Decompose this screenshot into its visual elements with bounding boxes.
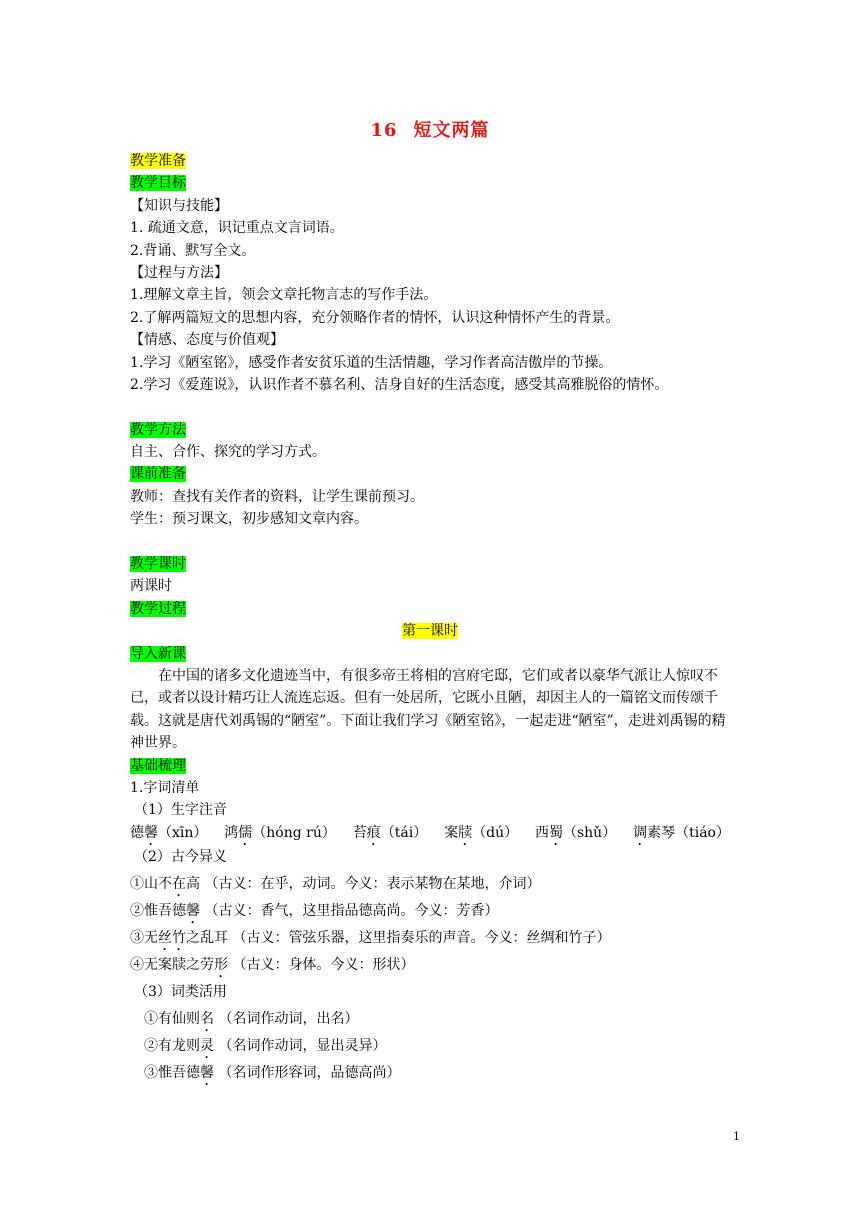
pinyin-item: 鸿儒（hóng rú） bbox=[224, 824, 336, 841]
heading-teaching-method: 教学方法 bbox=[130, 421, 186, 438]
pinyin-item: 西蜀（shǔ） bbox=[534, 824, 617, 841]
ancient-modern-item: ④无案牍之劳形 （古义：身体。今义：形状） bbox=[130, 957, 415, 974]
word-class-item: ③惟吾德馨 （名词作形容词，品德高尚） bbox=[144, 1065, 401, 1082]
goal-item: 1.理解文章主旨，领会文章托物言志的写作手法。 bbox=[130, 287, 438, 304]
heading-first-lesson: 第一课时 bbox=[402, 623, 458, 640]
goal-item: 1. 疏通文意，识记重点文言词语。 bbox=[130, 220, 344, 237]
pinyin-item: 德馨（xīn） bbox=[130, 824, 208, 841]
goal-item: 2.学习《爱莲说》，认识作者不慕名利、洁身自好的生活态度，感受其高雅脱俗的情怀。 bbox=[130, 376, 669, 393]
subheading-knowledge: 【知识与技能】 bbox=[130, 197, 228, 214]
heading-class-prep: 课前准备 bbox=[130, 466, 186, 483]
heading-intro: 导入新课 bbox=[130, 645, 186, 662]
pronunciation-row bbox=[130, 822, 730, 844]
goal-item: 2.背诵、默写全文。 bbox=[130, 242, 256, 259]
heading-class-hours: 教学课时 bbox=[130, 556, 186, 573]
prep-student: 学生：预习课文，初步感知文章内容。 bbox=[130, 511, 368, 528]
lesson-name: 短文两篇 bbox=[413, 120, 490, 141]
ancient-modern-item: ③无丝竹之乱耳 （古义：管弦乐器，这里指奏乐的声音。今义：丝绸和竹子） bbox=[130, 930, 611, 947]
heading-basics: 基础梳理 bbox=[130, 757, 186, 774]
heading-teaching-process: 教学过程 bbox=[130, 600, 186, 617]
method-text: 自主、合作、探究的学习方式。 bbox=[130, 444, 326, 461]
lesson-title bbox=[0, 116, 860, 142]
goal-item: 1.学习《陋室铭》，感受作者安贫乐道的生活情趣，学习作者高洁傲岸的节操。 bbox=[130, 354, 613, 371]
word-list-heading: 1.字词清单 bbox=[130, 780, 200, 796]
subheading-emotion: 【情感、态度与价值观】 bbox=[130, 332, 284, 349]
goal-item: 2.了解两篇短文的思想内容，充分领略作者的情怀，认识这种情怀产生的背景。 bbox=[130, 309, 620, 326]
page-number: 1 bbox=[733, 1130, 740, 1143]
pinyin-item: 苔痕（tái） bbox=[352, 824, 428, 841]
ancient-modern-item: ②惟吾德馨 （古义：香气，这里指品德高尚。今义：芳香） bbox=[130, 903, 499, 920]
word-class-heading: （3）词类活用 bbox=[134, 984, 227, 1001]
pinyin-item: 案牍（dú） bbox=[444, 824, 519, 841]
lesson-number: 16 bbox=[370, 120, 398, 141]
heading-teaching-goals: 教学目标 bbox=[130, 175, 186, 192]
ancient-modern-heading: （2）古今异义 bbox=[134, 849, 227, 866]
pinyin-item: 调素琴（tiáo） bbox=[633, 824, 730, 841]
intro-paragraph: 在中国的诸多文化遗迹当中，有很多帝王将相的宫府宅邸，它们或者以豪华气派让人惊叹不已，或者以设计精巧让人流连忘返。但有一处居所，它既小且陋，却因主人的一篇铭文而传颂千载。这就是唐代刘禹锡的“陋室”。下面让我们学习《陋室铭》，一起走进“陋室”，走进刘禹锡的精神世界。 bbox=[130, 667, 726, 752]
class-hours-text: 两课时 bbox=[130, 578, 172, 595]
pronunciation-heading: （1）生字注音 bbox=[134, 802, 227, 819]
subheading-process: 【过程与方法】 bbox=[130, 264, 228, 281]
heading-teaching-prep: 教学准备 bbox=[130, 153, 186, 169]
word-class-item: ①有仙则名 （名词作动词，出名） bbox=[144, 1011, 359, 1028]
word-class-item: ②有龙则灵 （名词作动词，显出灵异） bbox=[144, 1038, 387, 1055]
prep-teacher: 教师：查找有关作者的资料，让学生课前预习。 bbox=[130, 488, 424, 505]
document-body bbox=[130, 150, 730, 1087]
ancient-modern-item: ①山不在高 （古义：在乎，动词。今义：表示某物在某地，介词） bbox=[130, 876, 541, 893]
